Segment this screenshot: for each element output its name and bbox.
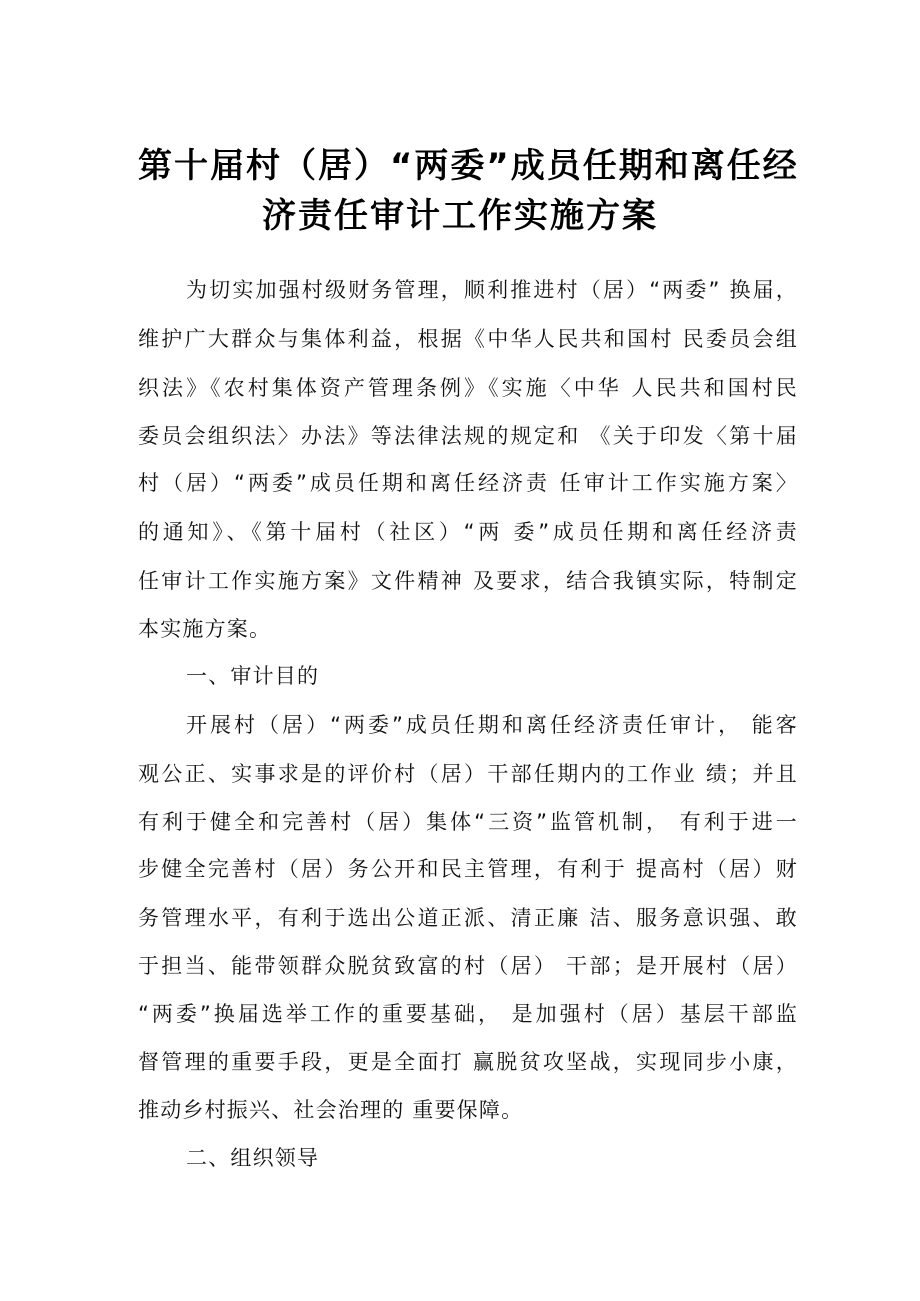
document-title-line-1: 第十届村（居）“两委”成员任期和离任经 [138, 146, 799, 186]
section-heading-1: 一、审计目的 [186, 664, 320, 688]
section-heading-2: 二、组织领导 [186, 1146, 320, 1170]
paragraph-2-line: 推动乡村振兴、社会治理的 重要保障。 [138, 1098, 524, 1122]
document-title-line-2: 济责任审计工作实施方案 [262, 196, 658, 236]
paragraph-2-line: 观公正、实事求是的评价村（居）干部任期内的工作业 绩；并且 [138, 762, 798, 786]
paragraph-1-line: 村（居）“两委”成员任期和离任经济责 任审计工作实施方案〉 [138, 471, 798, 495]
paragraph-2-line: 务管理水平，有利于选出公道正派、清正廉 洁、服务意识强、敢 [138, 906, 798, 930]
paragraph-2-line: “两委”换届选举工作的重要基础， 是加强村（居）基层干部监 [138, 1002, 798, 1026]
paragraph-2-line: 督管理的重要手段，更是全面打 赢脱贫攻坚战，实现同步小康， [138, 1050, 798, 1074]
paragraph-2-line: 开展村（居）“两委”成员任期和离任经济责任审计， 能客 [186, 713, 798, 737]
paragraph-1-line: 为切实加强村级财务管理，顺利推进村（居）“两委” 换届， [186, 278, 798, 302]
paragraph-2-line: 步健全完善村（居）务公开和民主管理，有利于 提高村（居）财 [138, 857, 798, 881]
paragraph-1-line: 织法》《农村集体资产管理条例》《实施〈中华 人民共和国村民 [138, 376, 798, 400]
paragraph-1-line: 的通知》、《第十届村（社区）“两 委”成员任期和离任经济责 [138, 520, 798, 544]
paragraph-2-line: 有利于健全和完善村（居）集体“三资”监管机制， 有利于进一 [138, 810, 798, 834]
paragraph-1-line: 本实施方案。 [138, 617, 272, 641]
paragraph-1-line: 任审计工作实施方案》文件精神 及要求，结合我镇实际，特制定 [138, 569, 798, 593]
paragraph-1-line: 维护广大群众与集体利益，根据《中华人民共和国村 民委员会组 [138, 327, 798, 351]
paragraph-2-line: 于担当、能带领群众脱贫致富的村（居） 干部；是开展村（居） [138, 954, 798, 978]
paragraph-1-line: 委员会组织法〉办法》等法律法规的规定和 《关于印发〈第十届 [138, 424, 798, 448]
